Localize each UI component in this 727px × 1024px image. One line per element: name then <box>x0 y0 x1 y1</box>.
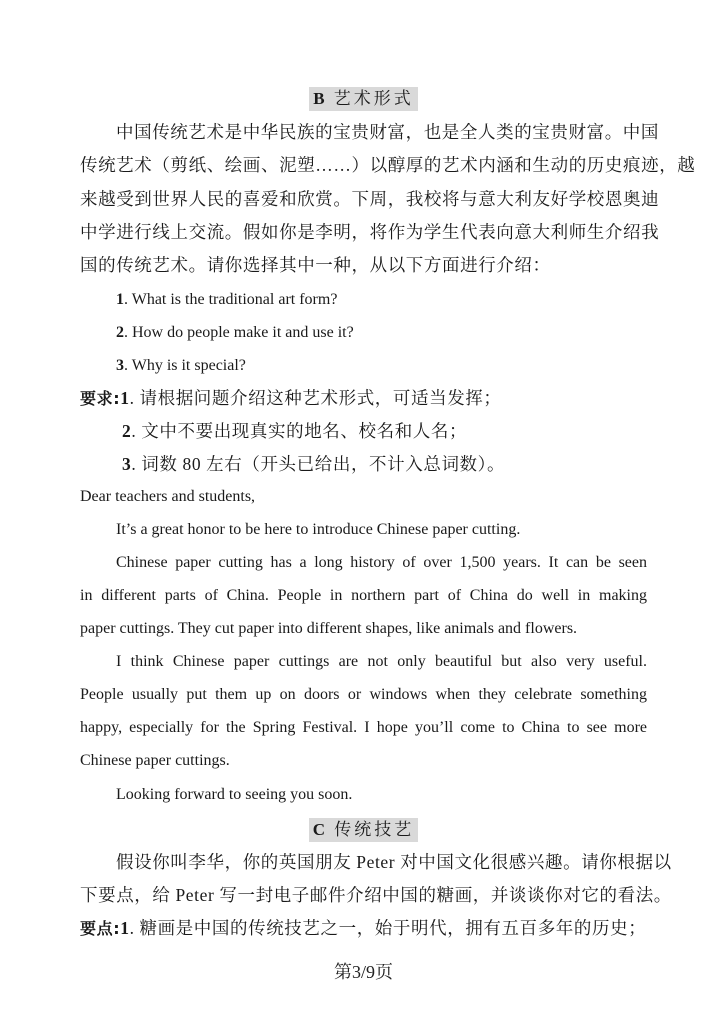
essay-line: paper cuttings. They cut paper into different shapes, like animals and flowers. <box>80 620 578 637</box>
section-c-title <box>80 818 647 842</box>
point-text: . 糖画是中国的传统技艺之一，始于明代，拥有五百多年的历史； <box>129 918 647 938</box>
question-number: 1 <box>116 291 124 308</box>
section-c-intro-line: 下要点，给 Peter 写一封电子邮件介绍中国的糖画，并谈谈你对它的看法。 <box>80 885 672 905</box>
section-b-letter: B <box>313 89 327 108</box>
question-item <box>80 355 647 377</box>
requirement-text: . 文中不要出现真实的地名、校名和人名； <box>131 421 468 441</box>
requirement-text: . 请根据问题介绍这种艺术形式，可适当发挥； <box>129 388 502 408</box>
section-b-title-text: 艺术形式 <box>333 89 414 108</box>
question-item <box>80 289 647 311</box>
points-label: 要点 <box>80 919 114 938</box>
essay-line: It’s a great honor to be here to introduce Chinese paper cutting. <box>116 521 521 538</box>
section-b-intro-line: 中国传统艺术是中华民族的宝贵财富，也是全人类的宝贵财富。中国 <box>116 122 659 142</box>
question-number: 3 <box>116 357 124 374</box>
requirement-number: 3 <box>122 454 132 474</box>
point-number: 1 <box>120 918 130 938</box>
question-text: . What is the traditional art form? <box>124 291 338 308</box>
essay-line: in different parts of China. People in northern part of China do well in making <box>80 587 647 604</box>
point-item: 要点:1. 糖画是中国的传统技艺之一，始于明代，拥有五百多年的历史； <box>80 918 647 938</box>
requirements-label: 要求 <box>80 389 114 408</box>
page-indicator: 第3/9页 <box>333 962 393 982</box>
requirement-text: . 词数 80 左右（开头已给出，不计入总词数）。 <box>131 454 506 474</box>
essay-greeting: Dear teachers and students, <box>80 488 256 505</box>
section-b-intro-line: 来越受到世界人民的喜爱和欣赏。下周，我校将与意大利友好学校恩奥迪 <box>80 189 660 209</box>
requirement-item <box>80 453 647 475</box>
section-b-intro-line: 传统艺术（剪纸、绘画、泥塑……）以醇厚的艺术内涵和生动的历史痕迹，越 <box>80 155 696 175</box>
essay-line: Looking forward to seeing you soon. <box>116 786 353 803</box>
question-number: 2 <box>116 324 124 341</box>
question-text: . How do people make it and use it? <box>124 324 354 341</box>
question-item <box>80 322 647 344</box>
essay-line: People usually put them up on doors or windows when they celebrate something <box>80 686 647 703</box>
essay-line: Chinese paper cutting has a long history of over 1,500 years. It can be seen <box>116 554 647 571</box>
section-c-letter: C <box>312 820 328 839</box>
essay-line: I think Chinese paper cuttings are not only beautiful but also very useful. <box>116 653 647 670</box>
section-b-intro-line: 中学进行线上交流。假如你是李明，将作为学生代表向意大利师生介绍我 <box>80 222 660 242</box>
section-c-title-text: 传统技艺 <box>334 820 415 839</box>
essay-line: Chinese paper cuttings. <box>80 752 230 769</box>
requirement-item: 要求:1. 请根据问题介绍这种艺术形式，可适当发挥； <box>80 388 502 408</box>
requirement-number: 2 <box>122 421 132 441</box>
section-c-intro-line: 假设你叫李华，你的英国朋友 Peter 对中国文化很感兴趣。请你根据以 <box>116 852 672 872</box>
section-b-title <box>80 87 647 111</box>
requirement-number: 1 <box>120 388 130 408</box>
essay-line: happy, especially for the Spring Festival. I hope you’ll come to China to see more <box>80 719 647 736</box>
requirement-item <box>80 420 647 442</box>
section-b-intro-line: 国的传统艺术。请你选择其中一种，从以下方面进行介绍： <box>80 255 551 275</box>
question-text: . Why is it special? <box>124 357 246 374</box>
